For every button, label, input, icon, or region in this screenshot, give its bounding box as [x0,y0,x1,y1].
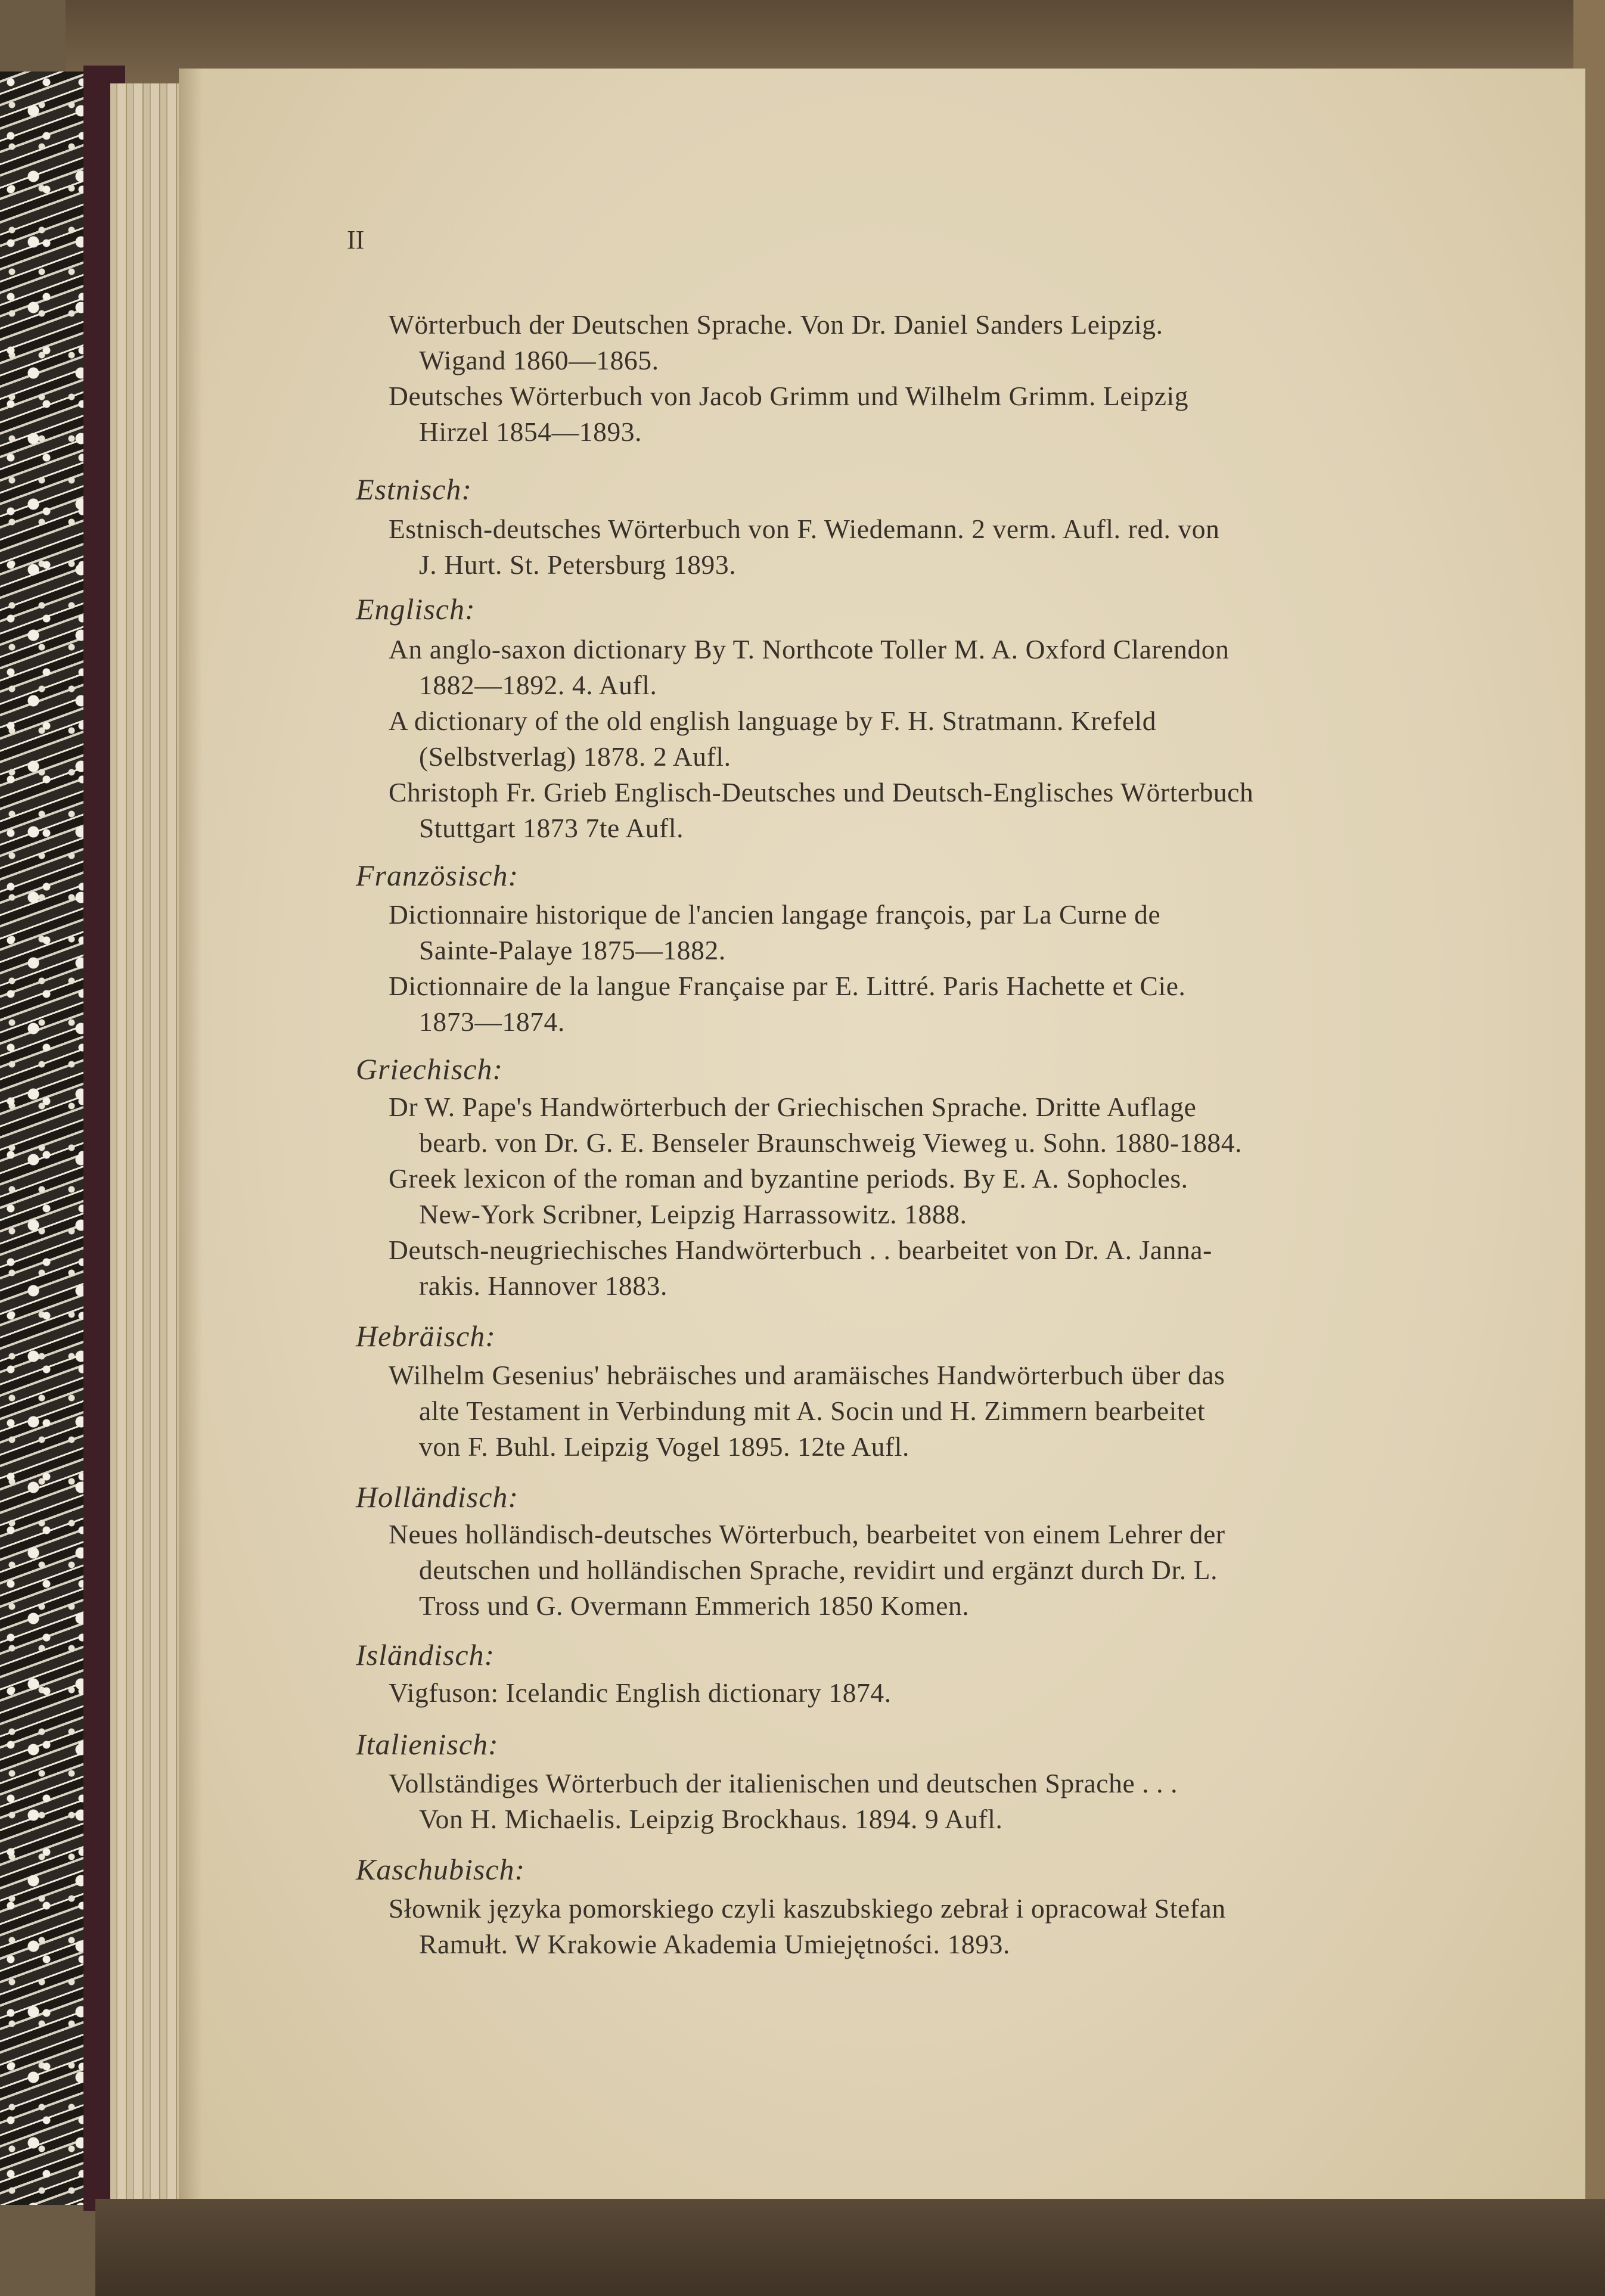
page-number: II [347,225,365,254]
entry-line: Deutsches Wörterbuch von Jacob Grimm und Wilhelm Grimm. Leipzig [389,381,1189,411]
entry-line: Słownik języka pomorskiego czyli kaszubskiego zebrał i opracował Stefan [389,1893,1226,1924]
entry-line: New-York Scribner, Leipzig Harrassowitz. 1888. [419,1199,967,1229]
entry-line: Greek lexicon of the roman and byzantine periods. By E. A. Sophocles. [389,1163,1188,1194]
section-heading: Isländisch: [356,1638,495,1671]
page-text [179,69,1585,2214]
section-heading: Französisch: [356,859,519,892]
entry-line: Wörterbuch der Deutschen Sprache. Von Dr. Daniel Sanders Leipzig. [389,309,1163,340]
entry-line: Ramułt. W Krakowie Akademia Umiejętności. 1893. [419,1929,1010,1959]
entry-line: Vigfuson: Icelandic English dictionary 1874. [389,1677,892,1708]
entry-line: Deutsch-neugriechisches Handwörterbuch . . bearbeitet von Dr. A. Janna- [389,1235,1212,1265]
entry-line: Dictionnaire historique de l'ancien langage françois, par La Curne de [389,899,1161,930]
entry-line: Christoph Fr. Grieb Englisch-Deutsches und Deutsch-Englisches Wörterbuch [389,777,1254,807]
entry-line: An anglo-saxon dictionary By T. Northcote Toller M. A. Oxford Clarendon [389,634,1230,664]
entry-line: Wigand 1860—1865. [419,345,659,375]
entry-line: Dictionnaire de la langue Française par E. Littré. Paris Hachette et Cie. [389,971,1186,1001]
entry-line: (Selbstverlag) 1878. 2 Aufl. [419,741,731,772]
section-heading: Englisch: [356,592,476,626]
entry-line: Estnisch-deutsches Wörterbuch von F. Wiedemann. 2 verm. Aufl. red. von [389,514,1220,544]
section-heading: Griechisch: [356,1052,504,1086]
entry-line: Vollständiges Wörterbuch der italienischen und deutschen Sprache . . . [389,1768,1178,1798]
entry-line: Von H. Michaelis. Leipzig Brockhaus. 1894. 9 Aufl. [419,1804,1003,1834]
entry-line: J. Hurt. St. Petersburg 1893. [419,549,737,580]
entry-line: Tross und G. Overmann Emmerich 1850 Komen. [419,1590,970,1621]
section-heading: Holländisch: [356,1480,519,1514]
entry-line: bearb. von Dr. G. E. Benseler Braunschweig Vieweg u. Sohn. 1880-1884. [419,1127,1243,1158]
section-heading: Hebräisch: [356,1319,496,1353]
entry-line: deutschen und holländischen Sprache, revidirt und ergänzt durch Dr. L. [419,1555,1218,1585]
entry-line: alte Testament in Verbindung mit A. Socin und H. Zimmern bearbeitet [419,1396,1206,1426]
section-heading: Estnisch: [356,473,473,506]
entry-line: Wilhelm Gesenius' hebräisches und aramäisches Handwörterbuch über das [389,1360,1225,1390]
entry-line: A dictionary of the old english language by F. H. Stratmann. Krefeld [389,706,1157,736]
entry-line: 1873—1874. [419,1006,565,1037]
entry-line: Dr W. Pape's Handwörterbuch der Griechischen Sprache. Dritte Auflage [389,1092,1197,1122]
entry-line: Neues holländisch-deutsches Wörterbuch, bearbeitet von einem Lehrer der [389,1519,1225,1549]
entry-line: Sainte-Palaye 1875—1882. [419,935,726,965]
entry-line: von F. Buhl. Leipzig Vogel 1895. 12te Aufl. [419,1431,910,1462]
entry-line: Hirzel 1854—1893. [419,417,642,447]
entry-line: rakis. Hannover 1883. [419,1270,668,1301]
entry-line: 1882—1892. 4. Aufl. [419,670,657,700]
entry-line: Stuttgart 1873 7te Aufl. [419,813,684,843]
section-heading: Italienisch: [356,1728,499,1761]
section-heading: Kaschubisch: [356,1853,526,1886]
